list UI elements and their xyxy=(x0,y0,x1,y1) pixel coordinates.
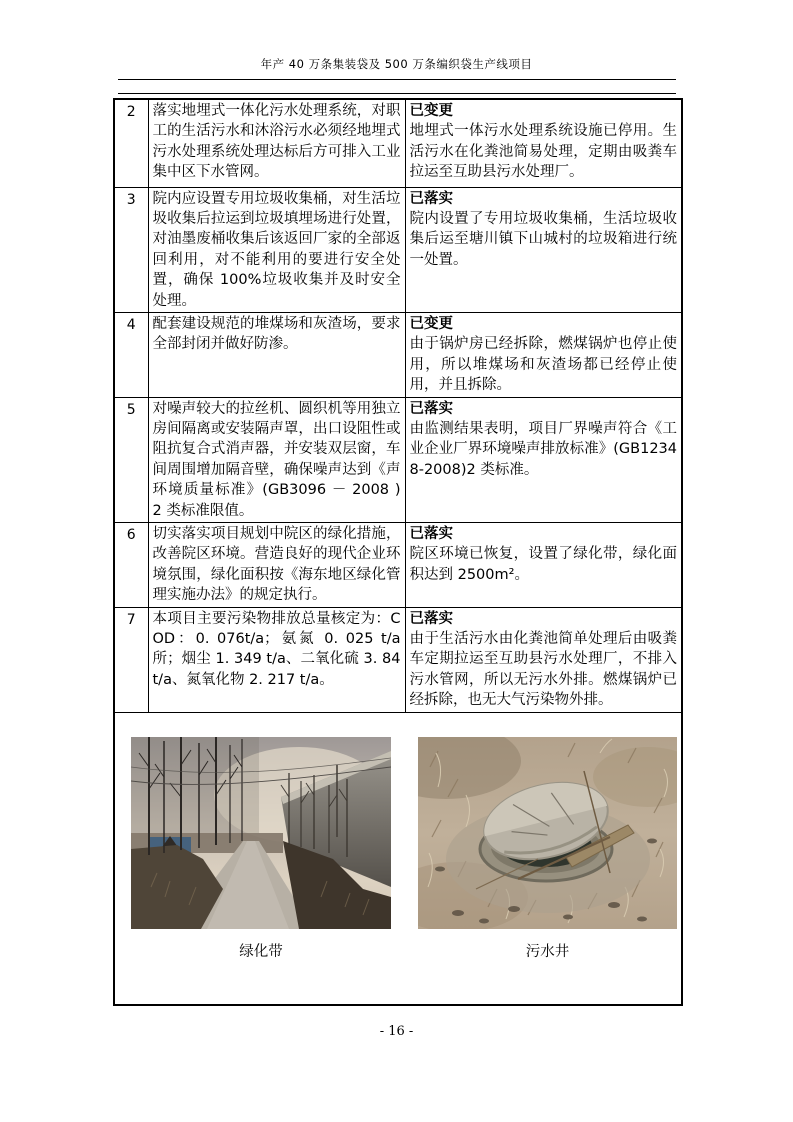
table-row xyxy=(114,397,682,522)
page-title: 年产 40 万条集装袋及 500 万条编织袋生产线项目 xyxy=(260,57,533,71)
table-row xyxy=(114,187,682,312)
status-label: 已落实 xyxy=(409,190,453,207)
page-number: - 16 - xyxy=(379,1024,414,1039)
requirement-text: 院内应设置专用垃圾收集桶，对生活垃圾收集后拉运到垃圾填埋场进行处置，对油墨废桶收集后该返回厂家的全部返回利用，对不能利用的要进行安全处置，确保 100%垃圾收集并及时安全处理。 xyxy=(148,187,405,312)
status-detail: 由于锅炉房已经拆除，燃煤锅炉也停止使用，所以堆煤场和灰渣场都已经停止使用，并且拆除。 xyxy=(409,336,677,394)
greenbelt-photo xyxy=(131,737,391,929)
row-number: 2 xyxy=(114,99,148,187)
table-row xyxy=(114,523,682,608)
status-cell xyxy=(405,607,682,712)
status-detail: 院区环境已恢复，设置了绿化带，绿化面积达到 2500m²。 xyxy=(409,546,677,583)
requirement-text: 配套建设规范的堆煤场和灰渣场，要求全部封闭并做好防渗。 xyxy=(148,312,405,397)
row-number: 7 xyxy=(114,607,148,712)
photo-caption: 污水井 xyxy=(525,943,570,960)
header-rule-bottom xyxy=(118,93,676,94)
table-row xyxy=(114,312,682,397)
status-label: 已落实 xyxy=(409,400,453,417)
photo-row xyxy=(114,712,682,1005)
status-label: 已变更 xyxy=(409,103,453,119)
status-label: 已变更 xyxy=(409,315,453,332)
status-detail: 院内设置了专用垃圾收集桶，生活垃圾收集后运至塘川镇下山城村的垃圾箱进行统一处置。 xyxy=(409,210,677,268)
requirement-text: 对噪声较大的拉丝机、圆织机等用独立房间隔离或安装隔声罩，出口设阻性或阻抗复合式消声器，并安装双层窗，车间周围增加隔音壁，确保噪声达到《声环境质量标准》(GB3096 － 2008 ) 2 类标准限值。 xyxy=(148,397,405,522)
greenbelt-figure xyxy=(131,737,391,962)
sewage-well-photo xyxy=(418,737,677,929)
requirement-text: 落实地埋式一体化污水处理系统，对职工的生活污水和沐浴污水必须经地埋式污水处理系统处理达标后方可排入工业集中区下水管网。 xyxy=(148,99,405,187)
requirement-text: 本项目主要污染物排放总量核定为：COD：0. 076t/a；氨氮 0. 025 t/a 所；烟尘 1. 349 t/a、二氧化硫 3. 84 t/a、氮氧化物 2. 217 t/a。 xyxy=(148,607,405,712)
status-cell xyxy=(405,312,682,397)
photo-caption: 绿化带 xyxy=(239,943,283,960)
status-cell xyxy=(405,523,682,608)
table-row xyxy=(114,607,682,712)
status-cell xyxy=(405,397,682,522)
header-rule-top xyxy=(118,79,676,80)
row-number: 4 xyxy=(114,312,148,397)
sewage-well-figure xyxy=(418,737,677,962)
row-number: 6 xyxy=(114,523,148,608)
status-detail: 由监测结果表明，项目厂界噪声符合《工业企业厂界环境噪声排放标准》(GB12348-2008)2 类标准。 xyxy=(409,420,677,478)
status-detail: 地埋式一体污水处理系统设施已停用。生活污水在化粪池简易处理，定期由吸粪车拉运至互助县污水处理厂。 xyxy=(409,123,677,181)
status-cell xyxy=(405,99,682,187)
row-number: 5 xyxy=(114,397,148,522)
status-label: 已落实 xyxy=(409,526,453,542)
photo-cell xyxy=(114,712,682,1005)
requirement-text: 切实落实项目规划中院区的绿化措施，改善院区环境。营造良好的现代企业环境氛围，绿化面积按《海东地区绿化管理实施办法》的规定执行。 xyxy=(148,523,405,608)
compliance-table xyxy=(113,98,683,1006)
status-detail: 由于生活污水由化粪池简单处理后由吸粪车定期拉运至互助县污水处理厂，不排入污水管网，所以无污水外排。燃煤锅炉已经拆除，也无大气污染物外排。 xyxy=(409,631,677,709)
table-row xyxy=(114,99,682,187)
status-cell xyxy=(405,187,682,312)
row-number: 3 xyxy=(114,187,148,312)
status-label: 已落实 xyxy=(409,610,453,627)
